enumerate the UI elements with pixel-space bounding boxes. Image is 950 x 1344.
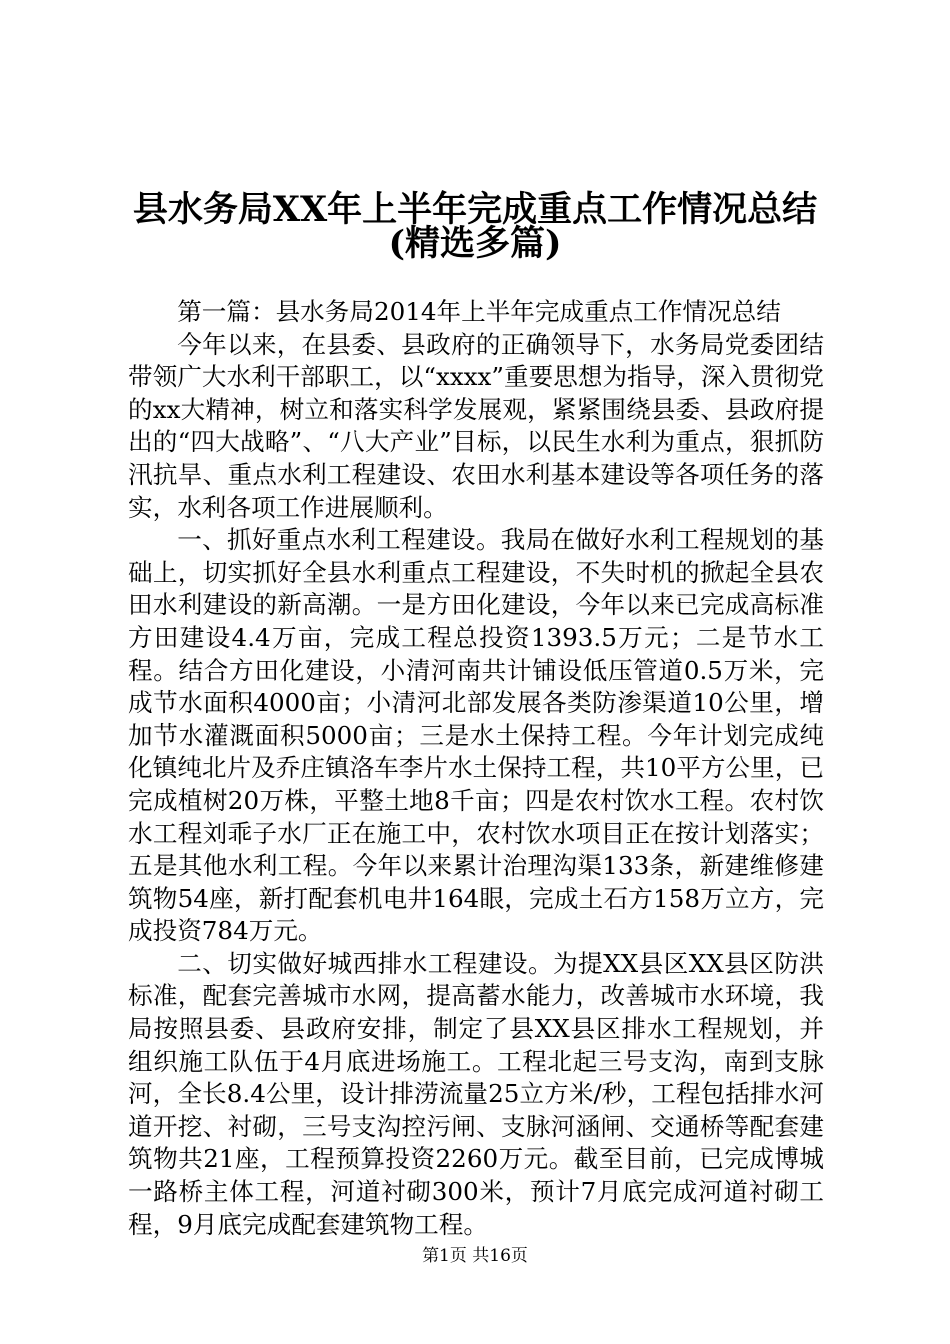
page-number-footer: 第1页 共16页 — [422, 1246, 528, 1266]
section-heading: 第一篇：县水务局2014年上半年完成重点工作情况总结 — [177, 297, 781, 326]
paragraph-intro: 今年以来，在县委、县政府的正确领导下，水务局党委团结带领广大水利干部职工，以“xxxx”重要思想为指导，深入贯彻党的xx大精神，树立和落实科学发展观，紧紧围绕县委、县政府提出的“四大战略”、“八大产业”目标，以民生水利为重点，狠抓防汛抗旱、重点水利工程建设、农田水利基本建设等各项任务的落实，水利各项工作进展顺利。 — [128, 329, 824, 522]
paragraph-section-2: 二、切实做好城西排水工程建设。为提XX县区XX县区防洪标准，配套完善城市水网，提高蓄水能力，改善城市水环境，我局按照县委、县政府安排，制定了县XX县区排水工程规划，并组织施工队伍于4月底进场施工。工程北起三号支沟，南到支脉河，全长8.4公里，设计排涝流量25立方米/秒，工程包括排水河道开挖、衬砌，三号支沟控污闸、支脉河涵闸、交通桥等配套建筑物共21座，工程预算投资2260万元。截至目前，已完成博城一路桥主体工程，河道衬砌300米，预计7月底完成河道衬砌工程，9月底完成配套建筑物工程。 — [128, 948, 824, 1239]
paragraph-section-1: 一、抓好重点水利工程建设。我局在做好水利工程规划的基础上，切实抓好全县水利重点工程建设，不失时机的掀起全县农田水利建设的新高潮。一是方田化建设，今年以来已完成高标准方田建设4.4万亩，完成工程总投资1393.5万元；二是节水工程。结合方田化建设，小清河南共计铺设低压管道0.5万米，完成节水面积4000亩；小清河北部发展各类防渗渠道10公里，增加节水灌溉面积5000亩；三是水土保持工程。今年计划完成纯化镇纯北片及乔庄镇洛车李片水土保持工程，共10平方公里，已完成植树20万株，平整土地8千亩；四是农村饮水工程。农村饮水工程刘乖子水厂正在施工中，农村饮水项目正在按计划落实；五是其他水利工程。今年以来累计治理沟渠133条，新建维修建筑物54座，新打配套机电井164眼，完成土石方158万立方，完成投资784万元。 — [128, 525, 824, 946]
document-title: 县水务局XX年上半年完成重点工作情况总结 — [132, 189, 818, 230]
document-body — [128, 296, 824, 1241]
document-subtitle: (精选多篇) — [388, 223, 562, 264]
